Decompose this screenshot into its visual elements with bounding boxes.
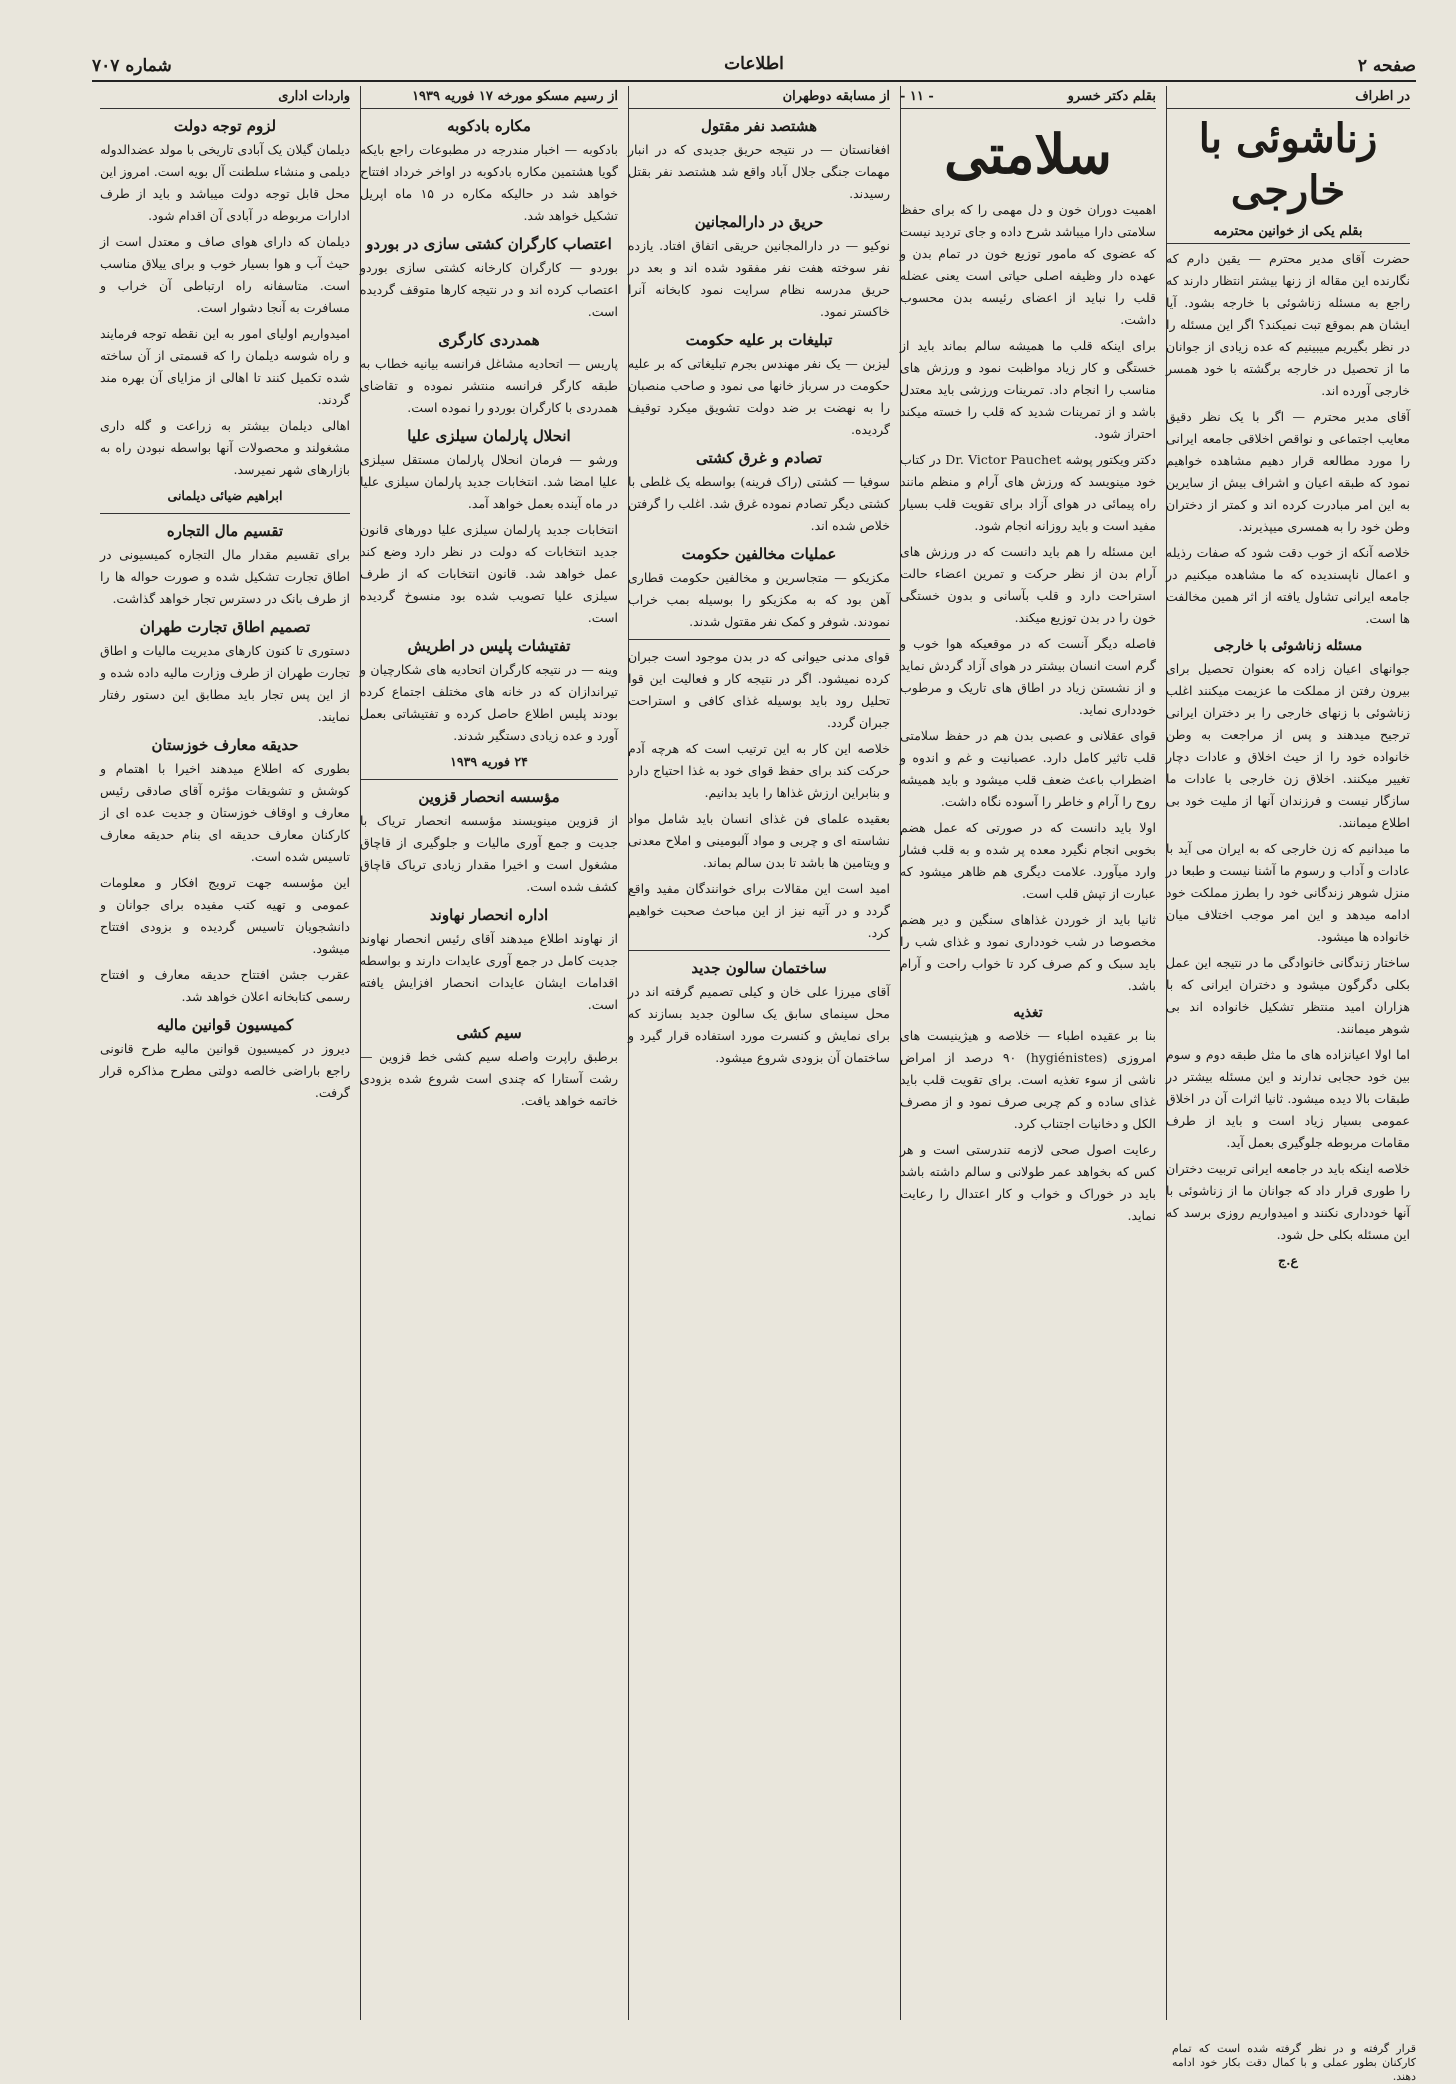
- dateline: ۲۴ فوریه ۱۹۳۹: [450, 754, 528, 769]
- section-kicker: بقلم دکتر خسرو - ۱۱ -: [900, 86, 1156, 109]
- paragraph: دیروز در کمیسیون قوانین مالیه طرح قانونی راجع باراضی خالصه دولتی مطرح مذاکره قرار گرفت.: [100, 1041, 350, 1100]
- paragraph: برای اینکه قلب ما همیشه سالم بماند باید از خستگی و کار زیاد مواظبت نمود و ورزش های مناسب را انجام داد. تمرینات ورزشی باید معتدل باشد و از تمرینات شدید که قلب را خسته میکند احتراز شود.: [900, 338, 1156, 441]
- paragraph: انتخابات جدید پارلمان سیلزی علیا دورهای قانون جدید انتخابات که دولت در نظر دارد وضع کند عمل خواهد شد. قانون انتخابات که از طرف سیلزی علیا تصویب شده بود منسوخ گردیده است.: [360, 522, 618, 625]
- masthead: [92, 52, 1416, 82]
- section-kicker: از رسیم مسکو مورخه ۱۷ فوریه ۱۹۳۹: [360, 86, 618, 109]
- divider: [628, 950, 890, 951]
- paragraph: خلاصه آنکه از خوب دقت شود که صفات رذیله و اعمال ناپسندیده که ما مشاهده میکنیم در جامعه ایرانی تشاول یافته از اثر همین مخالفت ها است.: [1166, 545, 1410, 626]
- paragraph: اما اولا اعیانزاده های ما مثل طبقه دوم و سوم بین خود حجابی ندارند و این مسئله بیشتر در طبقات بالا دیده میشود. ثانیا اثرات آن در اخلاق عمومی بسیار زیاد است و باید از طرف مقامات مربوطه جلوگیری بعمل آید.: [1166, 1047, 1410, 1150]
- footer-note: قرار گرفته و در نظر گرفته شده است که تمام کارکنان بطور عملی و با کمال دقت بکار خود ادامه دهند.: [1172, 2042, 1416, 2083]
- divider: [360, 779, 618, 780]
- paragraph: حضرت آقای مدیر محترم — یقین دارم که نگارنده این مقاله از زنها بیشتر انتظار دارند که راجع به مسئله زناشوئی با خارجه بشود. آیا ایشان هم بموقع تبت نمیکند؟ اگر این مسئله را در نظر بگیریم میبینیم که عده زیادی از جوانان ما از تحصیل در خارجه برگشته با خود همسر خارجی آورده اند.: [1166, 251, 1410, 398]
- page-label: صفحه ۲: [1357, 56, 1416, 76]
- paragraph: پاریس — اتحادیه مشاغل فرانسه بیانیه خطاب به طبقه کارگر فرانسه منتشر نموده و تقاضای همدردی با کارگران بوردو را نموده است.: [360, 356, 618, 415]
- news-title: لزوم توجه دولت: [173, 117, 277, 135]
- paragraph: برای تقسیم مقدار مال التجاره کمیسیونی در اطاق تجارت تشکیل شده و صورت حواله ها را از طرف بانک در دسترس تجار خواهد گذاشت.: [100, 547, 350, 606]
- paragraph: بوردو — کارگران کارخانه کشتی سازی بوردو اعتصاب کرده اند و در نتیجه کارها متوقف گردیده است.: [360, 260, 618, 319]
- news-title: مکاره بادکوبه: [447, 117, 531, 135]
- paragraph: بنا بر عقیده اطباء — خلاصه و هیژینیست های امروزی (hygiénistes) ۹۰ درصد از امراض ناشی از سوء تغذیه است. برای تقویت قلب باید غذای ساده و کم چربی صرف نمود و از مصرف الکل و دخانیات اجتناب کرد.: [900, 1028, 1157, 1131]
- paragraph: خلاصه این کار به این ترتیب است که هرچه آدم حرکت کند برای حفظ قوای خود به غذا احتیاج دارد و بنابراین ارزش غذاها را باید بدانیم.: [628, 741, 890, 800]
- article-title: سلامتی: [944, 122, 1112, 186]
- news-title: همدردی کارگری: [438, 331, 540, 349]
- paragraph: نوکیو — در دارالمجانین حریقی اتفاق افتاد. یازده نفر سوخته هفت نفر مفقود شده اند و بعد در حریق مدرسه نظام سرایت نمود کابخانه آنرا خاکستر نمود.: [628, 238, 890, 319]
- paragraph: دستوری تا کنون کارهای مدیریت مالیات و اطاق تجارت طهران از طرف وزارت مالیه داده شده و از این پس تجار باید مطابق این دستور رفتار نمایند.: [100, 643, 350, 724]
- column-moscow-radio: [354, 86, 624, 2020]
- subheading: مسئله زناشوئی با خارجی: [1213, 638, 1363, 654]
- paragraph: بطوری که اطلاع میدهند اخیرا با اهتمام و کوشش و تشویقات مؤثره آقای صادقی رئیس معارف و اوقاف خوزستان و جدیت عده ای از کارکنان معارف حدیقه ای بنام حدیقه معارف تاسیس شده است.: [100, 761, 350, 864]
- news-title: تفتیشات پلیس در اطریش: [407, 637, 571, 655]
- paragraph: جوانهای اعیان زاده که بعنوان تحصیل برای بیرون رفتن از مملکت ما عزیمت میکنند اغلب زناشوئی با زنهای خارجی را بر دختران ایرانی ترجیح میدهند و پس از مراجعت به وطن خانواده خود را از حیث اخلاق و عادات دچار تغییر میکنند. اخلاق زن خارجی با عادات ما سازگار نیست و فرزندان آنها از ملیت خود بی اطلاع میمانند.: [1166, 661, 1410, 830]
- paragraph: سوفیا — کشتی (راک فرینه) بواسطه یک غلطی با کشتی دیگر تصادم نموده غرق شد. اغلب را گرفتن خلاص شده اند.: [628, 474, 890, 533]
- news-title: تبلیغات بر علیه حکومت: [685, 331, 833, 349]
- column-health: [894, 86, 1162, 2020]
- article-byline: بقلم یکی از خوانین محترمه: [1166, 221, 1410, 244]
- paragraph: از قزوین مینویسند مؤسسه انحصار تریاک با جدیت و جمع آوری مالیات و جلوگیری از قاچاق مشغول است و اخیرا مقدار زیادی تریاک قاچاق کشف شده است.: [360, 813, 618, 894]
- paragraph: دیلمان که دارای هوای صاف و معتدل است از حیث آب و هوا بسیار خوب و برای ییلاق مناسب است. متاسفانه راه ارتباطی آن خراب و مسافرت به آنجا دشوار است.: [100, 234, 350, 315]
- paragraph: دیلمان گیلان یک آبادی تاریخی با مولد عضدالدوله دیلمی و منشاء سلطنت آل بویه است. امروز این محل قابل توجه دولت میباشد و باید از طرف ادارات مربوطه در آبادی آن اقدام شود.: [100, 142, 350, 223]
- column-foreign-marriage: [1160, 86, 1416, 2020]
- news-title: حریق در دارالمجانین: [694, 213, 824, 231]
- divider: [100, 513, 350, 514]
- column-world-news: [622, 86, 896, 2020]
- paragraph: فاصله دیگر آنست که در موقعیکه هوا خوب و گرم است انسان بیشتر در هوای آزاد گردش نماید و از نشستن زیاد در اطاق های تاریک و مرطوب خودداری نماید.: [900, 636, 1156, 717]
- article-signature: ع.ج: [1278, 1253, 1298, 1268]
- news-title: حدیقه معارف خوزستان: [151, 736, 299, 754]
- paragraph: اهمیت دوران خون و دل مهمی را که برای حفظ سلامتی دارا میباشد شرح داده و جای تردید نیست که عضوی که مامور توزیع خون در تمام بدن و عهده دار وظیفه اصلی حیاتی است یعنی عضله قلب را نباید از اعضای رئیسه بدن محسوب داشت.: [900, 202, 1156, 327]
- newspaper-name: اطلاعات: [724, 54, 784, 74]
- news-title: کمیسیون قوانین مالیه: [156, 1016, 294, 1034]
- paragraph: از نهاوند اطلاع میدهند آقای رئیس انحصار نهاوند جدیت کامل در جمع آوری عایدات دارند و بواسطه اقدامات ایشان عایدات انحصار افزایش یافته است.: [360, 931, 618, 1012]
- paragraph: این مؤسسه جهت ترویج افکار و معلومات عمومی و تهیه کتب مفیده برای جوانان و دانشجویان تاسیس گردیده و بزودی افتتاح میشود.: [100, 875, 350, 956]
- paragraph: امیدواریم اولیای امور به این نقطه توجه فرمایند و راه شوسه دیلمان را که قسمتی از آن ساخته شده تکمیل کنند تا اهالی از مزایای آن بهره مند گردند.: [100, 326, 350, 407]
- news-title: مؤسسه انحصار قزوین: [418, 788, 560, 806]
- paragraph: ورشو — فرمان انحلال پارلمان مستقل سیلزی علیا امضا شد. انتخابات جدید پارلمان سیلزی علیا در ماه آینده بعمل خواهد آمد.: [360, 452, 618, 511]
- section-kicker: در اطراف: [1166, 86, 1410, 109]
- paragraph: این مسئله را هم باید دانست که در ورزش های آرام بدن از نظر حرکت و تمرین اعضاء حالت استراحت دارد و قلب بآسانی و بدون خستگی خون را در بدن توزیع میکند.: [900, 544, 1156, 625]
- paragraph: عقرب جشن افتتاح حدیقه معارف و افتتاح رسمی کتابخانه اعلان خواهد شد.: [100, 967, 350, 1004]
- paragraph: بادکوبه — اخبار مندرجه در مطبوعات راجع بایکه گویا هشتمین مکاره بادکوبه در اواخر خرداد افتتاح خواهد شد در حالیکه مکاره در ۱۵ ماه اپریل تشکیل خواهد شد.: [360, 142, 619, 223]
- paragraph: قوای مدنی حیوانی که در بدن موجود است جبران کرده نمیشود. اگر در نتیجه کار و فعالیت این قوا تحلیل رود باید بوسیله غذای کافی و استراحت جبران گردد.: [628, 649, 890, 730]
- paragraph: خلاصه اینکه باید در جامعه ایرانی تربیت دختران را طوری قرار داد که جوانان ما از زناشوئی با آنها خودداری نکنند و امیدواریم روزی برسد که این مسئله بکلی حل شود.: [1166, 1161, 1410, 1242]
- column-administrative: [94, 86, 356, 2020]
- news-title: تصادم و غرق کشتی: [696, 449, 822, 467]
- paragraph: بعقیده علمای فن غذای انسان باید شامل مواد نشاسته ای و چربی و مواد آلبومینی و املاح معدنی و ویتامین ها باشد تا بدن سالم بماند.: [628, 811, 890, 870]
- news-title: انحلال پارلمان سیلزی علیا: [407, 427, 571, 445]
- divider: [628, 639, 890, 640]
- paragraph: ما میدانیم که زن خارجی که به ایران می آید با عادات و آداب و رسوم ما آشنا نیست و طبعا در منزل شوهر زندگانی خود را بطرز مملکت خود ادامه میدهد و این امر موجب اختلاف میان خانواده ها میشود.: [1166, 841, 1410, 944]
- paragraph: وینه — در نتیجه کارگران اتحادیه های شکارچیان و تیراندازان که در خانه های مختلف اجتماع کرده بودند پلیس اطلاع حاصل کرده و تفتیشاتی بعمل آورد و عده زیادی دستگیر شدند.: [360, 662, 618, 743]
- paragraph: ثانیا باید از خوردن غذاهای سنگین و دیر هضم مخصوصا در شب خودداری نمود و غذای شب را باید سبک و کم صرف کرد تا خواب راحت و آرام باشد.: [900, 912, 1156, 993]
- section-kicker: واردات اداری: [100, 86, 350, 109]
- paragraph: لیزبن — یک نفر مهندس بجرم تبلیغاتی که بر علیه حکومت در سرباز خانها می نمود و صاحب منصبان را به نهضت بر ضد دولت تشویق میکرد توقیف گردیده.: [628, 356, 890, 437]
- news-title: ساختمان سالون جدید: [691, 959, 827, 977]
- paragraph: رعایت اصول صحی لازمه تندرستی است و هر کس که بخواهد عمر طولانی و سالم داشته باشد باید در خوراک و خواب و کار اعتدال را رعایت نماید.: [900, 1142, 1156, 1223]
- article-signature: ابراهیم ضیائی دیلمانی: [167, 488, 283, 503]
- paragraph: مکزیکو — متجاسرین و مخالفین حکومت قطاری آهن بود که به مکزیکو را بوسیله بمب خراب نمودند. شوفر و کمک نفر مقتول شدند.: [628, 570, 890, 629]
- news-title: عملیات مخالفین حکومت: [681, 545, 837, 563]
- paragraph: آقای مدیر محترم — اگر با یک نظر دقیق معایب اجتماعی و نواقص اخلاقی جامعه ایرانی را مورد مطالعه قرار دهیم مشاهده خواهیم نمود که طبقه اعیان و اشراف بیش از سایرین به این امر مبادرت کرده اند و کمتر از دختران وطن خود را به همسری میپذیرند.: [1166, 409, 1410, 534]
- paragraph: امید است این مقالات برای خوانندگان مفید واقع گردد و در آتیه نیز از این مباحث صحبت خواهیم کرد.: [628, 881, 890, 940]
- paragraph: آقای میرزا علی خان و کیلی تصمیم گرفته اند در محل سینمای سابق یک سالون جدید بسازند که برای نمایش و کنسرت مورد استفاده قرار گیرد و ساختمان آن بزودی شروع میشود.: [628, 984, 890, 1065]
- news-title: هشتصد نفر مقتول: [701, 117, 817, 135]
- subheading: تغذیه: [1013, 1005, 1043, 1021]
- news-title: اداره انحصار نهاوند: [429, 906, 549, 924]
- news-title: سیم کشی: [456, 1024, 522, 1042]
- paragraph: اهالی دیلمان بیشتر به زراعت و گله داری مشغولند و محصولات آنها بواسطه نبودن راه به بازارهای شهر نمیرسد.: [100, 418, 350, 477]
- news-title: تصمیم اطاق تجارت طهران: [139, 618, 311, 636]
- paragraph: برطبق راپرت واصله سیم کشی خط قزوین — رشت آستارا که چندی است شروع شده بزودی خاتمه خواهد یافت.: [360, 1049, 618, 1108]
- paragraph: افغانستان — در نتیجه حریق جدیدی که در انبار مهمات جنگی جلال آباد واقع شد هشتصد نفر بقتل رسیدند.: [628, 142, 890, 201]
- article-title: زناشوئی با خارجی: [1198, 115, 1378, 214]
- section-kicker: از مسابقه دوطهران: [628, 86, 890, 109]
- paragraph: دکتر ویکتور پوشه Dr. Victor Pauchet در کتاب خود مینویسد که ورزش های آرام و منظم مانند راه پیمائی در هوای آزاد برای تقویت قلب بسیار مفید است و باید روزانه انجام شود.: [900, 452, 1156, 533]
- paragraph: اولا باید دانست که در صورتی که عمل هضم بخوبی انجام نگیرد معده پر شده و به قلب فشار وارد میآورد. علامت دیگری هم ظاهر میشود که عبارت از تپش قلب است.: [900, 820, 1156, 901]
- news-title: تقسیم مال التجاره: [166, 522, 284, 540]
- news-title: اعتصاب کارگران کشتی سازی در بوردو: [366, 235, 612, 253]
- issue-number: شماره ۷۰۷: [92, 56, 172, 76]
- paragraph: قوای عقلانی و عصبی بدن هم در حفظ سلامتی قلب تاثیر کامل دارد. عصبانیت و غم و اندوه و اضطراب باعث ضعف قلب میشود و باید همیشه روح را آرام و خاطر را آسوده نگاه داشت.: [900, 728, 1156, 809]
- paragraph: ساختار زندگانی خانوادگی ما در نتیجه این عمل بکلی دگرگون میشود و دختران ایرانی که با هزاران امید منتظر تشکیل خانواده اند بی شوهر میمانند.: [1166, 955, 1410, 1036]
